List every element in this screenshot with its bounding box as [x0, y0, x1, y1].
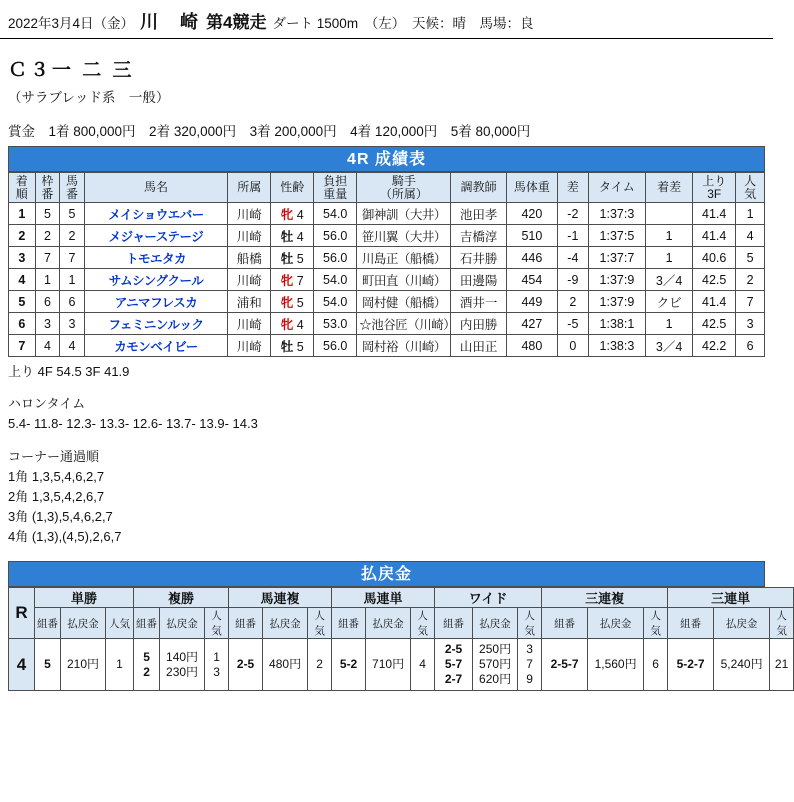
cell-margin: 1 [646, 225, 693, 247]
age-value: 5 [293, 295, 304, 310]
sanrenpuku-ninki [644, 639, 668, 691]
table-row [9, 225, 765, 247]
col-popularity: 人 気 [736, 173, 765, 203]
payout-subheader-3-0: 組番 [332, 608, 366, 639]
table-row [9, 247, 765, 269]
payout-line: 140円 [166, 649, 199, 664]
payout-line: 5 [143, 649, 150, 664]
col-jockey: 騎手 （所属） [357, 173, 451, 203]
cell-belong: 川崎 [228, 335, 271, 357]
cell-waku: 3 [35, 313, 60, 335]
cell-sex-age [271, 203, 314, 225]
payout-subheader-1-1: 払戻金 [160, 608, 205, 639]
age-value: 4 [293, 207, 304, 222]
col-sex-age: 性齢 [271, 173, 314, 203]
col-weight: 負担 重量 [314, 173, 357, 203]
tansho-kumi [35, 639, 61, 691]
fukusho-yen [160, 639, 205, 691]
sex-symbol: 牝 [280, 295, 294, 310]
cell-sex-age [271, 291, 314, 313]
cell-waku: 6 [35, 291, 60, 313]
payout-sub-row [9, 608, 794, 639]
payout-line: 2 [316, 657, 323, 672]
wide-ninki [518, 639, 542, 691]
race-number: 第4競走 [206, 13, 267, 32]
cell-margin: クビ [646, 291, 693, 313]
halon-values: 5.4- 11.8- 12.3- 13.3- 12.6- 13.7- 13.9- 14.3 [8, 416, 258, 432]
group-wide: ワイド [435, 588, 542, 608]
cell-popularity: 4 [736, 225, 765, 247]
tansho-yen [61, 639, 106, 691]
cell-trainer: 池田孝 [451, 203, 506, 225]
cell-waku: 2 [35, 225, 60, 247]
cell-bodyweight: 427 [506, 313, 557, 335]
payout-subheader-1-0: 組番 [134, 608, 160, 639]
col-last3f: 上り 3F [693, 173, 736, 203]
payout-subheader-1-2: 人気 [205, 608, 229, 639]
fukusho-kumi [134, 639, 160, 691]
age-value: 4 [293, 229, 304, 244]
cell-jockey: 御神訓（大井） [357, 203, 451, 225]
payout-subheader-3-1: 払戻金 [366, 608, 411, 639]
group-sanrentan: 三連単 [668, 588, 794, 608]
cell-horse-name: フェミニンルック [84, 313, 227, 335]
cell-last3f: 42.5 [693, 313, 736, 335]
payout-line: 5 [44, 657, 51, 672]
agari-line: 上り 4F 54.5 3F 41.9 [8, 364, 130, 380]
cell-sex-age [271, 269, 314, 291]
cell-bodyweight-diff: 2 [558, 291, 589, 313]
cell-horse-name: メイショウエバー [84, 203, 227, 225]
sanrentan-ninki [770, 639, 794, 691]
payout-value-row [9, 639, 794, 691]
table-row [9, 269, 765, 291]
cell-belong: 川崎 [228, 225, 271, 247]
col-trainer: 調教師 [451, 173, 506, 203]
payout-subheader-2-2: 人気 [308, 608, 332, 639]
group-tansho: 単勝 [35, 588, 134, 608]
cell-popularity: 5 [736, 247, 765, 269]
cell-trainer: 山田正 [451, 335, 506, 357]
cell-jockey: 岡村健（船橋） [357, 291, 451, 313]
payout-subheader-3-2: 人気 [411, 608, 435, 639]
payout-subheader-6-1: 払戻金 [714, 608, 770, 639]
payout-line: 480円 [269, 657, 302, 672]
cell-waku: 1 [35, 269, 60, 291]
age-value: 5 [293, 339, 304, 354]
fukusho-ninki [205, 639, 229, 691]
payout-line: 250円 [479, 642, 512, 657]
payout-line: 21 [774, 657, 789, 672]
table-row [9, 313, 765, 335]
payout-title: 払戻金 [8, 561, 765, 587]
cell-time: 1:38:3 [588, 335, 645, 357]
cell-waku: 4 [35, 335, 60, 357]
cell-trainer: 酒井一 [451, 291, 506, 313]
cell-bodyweight-diff: -2 [558, 203, 589, 225]
group-umatan: 馬連単 [332, 588, 435, 608]
col-belong: 所属 [228, 173, 271, 203]
prize-money-line: 賞金 1着 800,000円 2着 320,000円 3着 200,000円 4着 120,000円 5着 80,000円 [8, 124, 531, 139]
cell-last3f: 41.4 [693, 203, 736, 225]
cell-bodyweight: 420 [506, 203, 557, 225]
cell-bodyweight-diff: 0 [558, 335, 589, 357]
col-bodyweight-diff: 差 [558, 173, 589, 203]
cell-belong: 浦和 [228, 291, 271, 313]
col-waku: 枠 番 [35, 173, 60, 203]
cell-sex-age [271, 335, 314, 357]
corner-list [0, 467, 773, 548]
cell-horse-name: トモエタカ [84, 247, 227, 269]
group-sanrenpuku: 三連複 [542, 588, 668, 608]
cell-horse-name: アニマフレスカ [84, 291, 227, 313]
payout-line: 2-5 [444, 642, 463, 657]
cell-last3f: 41.4 [693, 291, 736, 313]
payout-subheader-2-0: 組番 [229, 608, 263, 639]
cell-jockey: 岡村裕（川崎） [357, 335, 451, 357]
cell-time: 1:38:1 [588, 313, 645, 335]
cell-trainer: 田邊陽 [451, 269, 506, 291]
race-date: 2022年3月4日（金） [8, 16, 135, 31]
col-time: タイム [588, 173, 645, 203]
payout-line: 620円 [479, 672, 512, 687]
corner-2: 2角 1,3,5,4,2,6,7 [8, 488, 105, 504]
cell-last3f: 42.2 [693, 335, 736, 357]
result-header-row [9, 173, 765, 203]
cell-trainer: 内田勝 [451, 313, 506, 335]
cell-popularity: 3 [736, 313, 765, 335]
corner-3: 3角 (1,3),5,4,6,2,7 [8, 509, 113, 525]
payout-group-row [9, 588, 794, 608]
race-class: Ｃ３一 二 三 [8, 60, 135, 81]
col-margin: 着差 [646, 173, 693, 203]
payout-subheader-5-1: 払戻金 [588, 608, 644, 639]
cell-margin: 1 [646, 313, 693, 335]
result-table-title: 4R 成績表 [8, 146, 765, 172]
cell-last3f: 40.6 [693, 247, 736, 269]
cell-uma: 7 [60, 247, 85, 269]
payout-line: 1 [213, 649, 220, 664]
payout-line: 210円 [66, 657, 100, 672]
payout-subheader-2-1: 払戻金 [263, 608, 308, 639]
race-conditions: ダート 1500m （左） 天候：晴 馬場：良 [272, 16, 534, 31]
sanrenpuku-kumi [542, 639, 588, 691]
cell-order: 7 [9, 335, 36, 357]
cell-weight: 53.0 [314, 313, 357, 335]
cell-margin [646, 203, 693, 225]
sex-symbol: 牝 [280, 273, 294, 288]
payout-line: 710円 [372, 657, 405, 672]
payout-subheader-4-2: 人気 [518, 608, 542, 639]
cell-time: 1:37:3 [588, 203, 645, 225]
cell-bodyweight-diff: -5 [558, 313, 589, 335]
table-row [9, 291, 765, 313]
halon-label: ハロンタイム [8, 396, 86, 412]
payout-r-label: R [9, 588, 35, 639]
sex-symbol: 牡 [280, 339, 294, 354]
cell-jockey: 笹川翼（大井） [357, 225, 451, 247]
cell-uma: 4 [60, 335, 85, 357]
umaren-yen [263, 639, 308, 691]
payout-line: 5,240円 [720, 657, 763, 672]
payout-line: 3 [526, 642, 533, 657]
cell-last3f: 41.4 [693, 225, 736, 247]
cell-trainer: 石井勝 [451, 247, 506, 269]
cell-popularity: 2 [736, 269, 765, 291]
payout-subheader-0-1: 払戻金 [61, 608, 106, 639]
cell-uma: 2 [60, 225, 85, 247]
payout-line: 6 [652, 657, 659, 672]
payout-subheader-4-0: 組番 [435, 608, 473, 639]
payout-line: 230円 [166, 664, 199, 679]
cell-bodyweight-diff: -9 [558, 269, 589, 291]
payout-subheader-0-0: 組番 [35, 608, 61, 639]
cell-margin: 3／4 [646, 269, 693, 291]
payout-line: 5-2 [339, 657, 358, 672]
payout-line: 7 [526, 657, 533, 672]
col-uma: 馬 番 [60, 173, 85, 203]
cell-order: 5 [9, 291, 36, 313]
cell-bodyweight-diff: -4 [558, 247, 589, 269]
cell-bodyweight-diff: -1 [558, 225, 589, 247]
cell-weight: 56.0 [314, 335, 357, 357]
cell-trainer: 吉橋淳 [451, 225, 506, 247]
payout-line: 2 [143, 664, 150, 679]
sanrentan-yen [714, 639, 770, 691]
cell-bodyweight: 449 [506, 291, 557, 313]
cell-belong: 船橋 [228, 247, 271, 269]
payout-subheader-5-2: 人気 [644, 608, 668, 639]
cell-last3f: 42.5 [693, 269, 736, 291]
cell-order: 4 [9, 269, 36, 291]
cell-bodyweight: 446 [506, 247, 557, 269]
payout-table [8, 587, 794, 691]
payout-race-number: 4 [9, 639, 35, 691]
payout-line: 3 [213, 664, 220, 679]
cell-uma: 6 [60, 291, 85, 313]
umatan-yen [366, 639, 411, 691]
payout-line: 2-7 [444, 672, 463, 687]
cell-order: 2 [9, 225, 36, 247]
corner-label: コーナー通過順 [8, 448, 100, 464]
payout-line: 570円 [479, 657, 512, 672]
umaren-ninki [308, 639, 332, 691]
cell-weight: 54.0 [314, 203, 357, 225]
cell-sex-age [271, 313, 314, 335]
corner-4: 4角 (1,3),(4,5),2,6,7 [8, 529, 122, 545]
tansho-ninki [106, 639, 134, 691]
payout-line: 5-7 [444, 657, 463, 672]
col-bodyweight: 馬体重 [506, 173, 557, 203]
cell-bodyweight: 454 [506, 269, 557, 291]
cell-margin: 3／4 [646, 335, 693, 357]
cell-order: 1 [9, 203, 36, 225]
wide-yen [473, 639, 518, 691]
cell-time: 1:37:5 [588, 225, 645, 247]
cell-uma: 3 [60, 313, 85, 335]
age-value: 4 [293, 317, 304, 332]
payout-line: 2-5-7 [550, 657, 579, 672]
cell-weight: 54.0 [314, 269, 357, 291]
cell-bodyweight: 480 [506, 335, 557, 357]
payout-subheader-6-0: 組番 [668, 608, 714, 639]
age-value: 7 [293, 273, 304, 288]
sex-symbol: 牡 [280, 251, 294, 266]
cell-jockey: 川島正（船橋） [357, 247, 451, 269]
cell-popularity: 1 [736, 203, 765, 225]
cell-jockey: ☆池谷匠（川崎） [357, 313, 451, 335]
payout-subheader-6-2: 人気 [770, 608, 794, 639]
cell-horse-name: サムシングクール [84, 269, 227, 291]
payout-line: 1 [116, 657, 123, 672]
cell-horse-name: カモンベイビー [84, 335, 227, 357]
umatan-kumi [332, 639, 366, 691]
cell-order: 3 [9, 247, 36, 269]
cell-belong: 川崎 [228, 269, 271, 291]
cell-horse-name: メジャーステージ [84, 225, 227, 247]
cell-uma: 1 [60, 269, 85, 291]
umatan-ninki [411, 639, 435, 691]
payout-subheader-4-1: 払戻金 [473, 608, 518, 639]
cell-weight: 56.0 [314, 225, 357, 247]
corner-1: 1角 1,3,5,4,6,2,7 [8, 468, 105, 484]
result-table [8, 172, 765, 357]
col-order: 着 順 [9, 173, 36, 203]
col-horse-name: 馬名 [84, 173, 227, 203]
payout-subheader-5-0: 組番 [542, 608, 588, 639]
cell-waku: 7 [35, 247, 60, 269]
cell-sex-age [271, 247, 314, 269]
race-place: 川 崎 [140, 12, 201, 32]
sanrenpuku-yen [588, 639, 644, 691]
umaren-kumi [229, 639, 263, 691]
age-value: 5 [293, 251, 304, 266]
group-umaren: 馬連複 [229, 588, 332, 608]
cell-jockey: 町田直（川崎） [357, 269, 451, 291]
wide-kumi [435, 639, 473, 691]
cell-uma: 5 [60, 203, 85, 225]
sex-symbol: 牡 [280, 229, 294, 244]
cell-order: 6 [9, 313, 36, 335]
sex-symbol: 牝 [280, 317, 294, 332]
cell-weight: 54.0 [314, 291, 357, 313]
cell-waku: 5 [35, 203, 60, 225]
cell-time: 1:37:9 [588, 291, 645, 313]
race-breed-note: （サラブレッド系 一般） [8, 90, 170, 105]
payout-subheader-0-2: 人気 [106, 608, 134, 639]
group-fukusho: 複勝 [134, 588, 229, 608]
cell-popularity: 6 [736, 335, 765, 357]
sanrentan-kumi [668, 639, 714, 691]
table-row [9, 203, 765, 225]
cell-bodyweight: 510 [506, 225, 557, 247]
cell-belong: 川崎 [228, 203, 271, 225]
payout-line: 4 [419, 657, 426, 672]
cell-popularity: 7 [736, 291, 765, 313]
payout-line: 2-5 [236, 657, 255, 672]
payout-line: 5-2-7 [676, 657, 705, 672]
payout-line: 9 [526, 672, 533, 687]
cell-time: 1:37:9 [588, 269, 645, 291]
payout-line: 1,560円 [594, 657, 637, 672]
cell-sex-age [271, 225, 314, 247]
cell-margin: 1 [646, 247, 693, 269]
table-row [9, 335, 765, 357]
cell-time: 1:37:7 [588, 247, 645, 269]
cell-belong: 川崎 [228, 313, 271, 335]
cell-weight: 56.0 [314, 247, 357, 269]
race-header [0, 0, 773, 36]
sex-symbol: 牝 [280, 207, 294, 222]
